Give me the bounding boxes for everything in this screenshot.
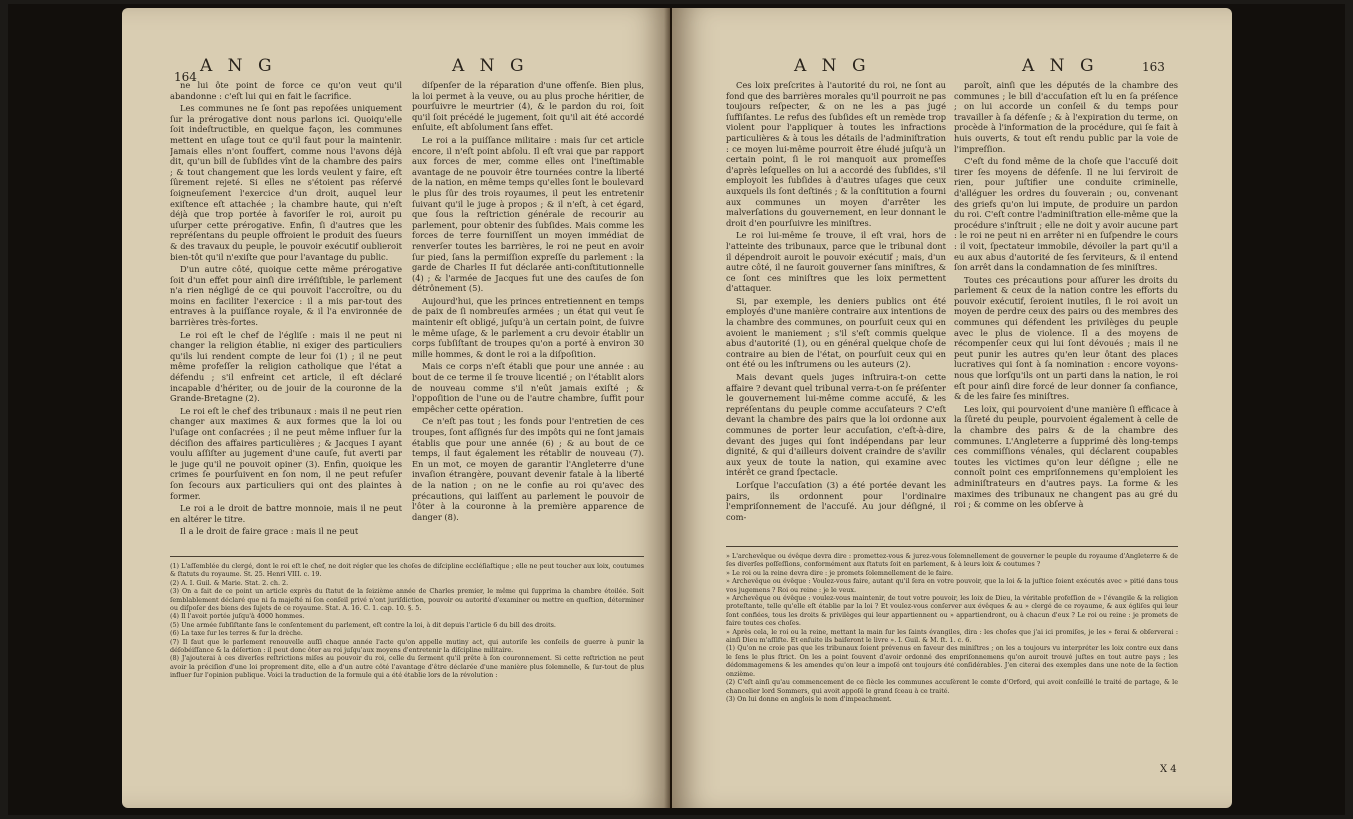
- right-footnotes: [726, 552, 1178, 752]
- footnote: (1) Qu'on ne croie pas que les tribunaux ſoient prévenus en faveur des miniſtres ; on les a toujours vu interpréter les loix contre eux dans le ſens le plus ſtrict. On les a point ſouvent d'avoir ordonné des empriſonnemens qu'on auroit trouvé juſtes en tout autre pays ; les dédommagemens & les amendes qu'on leur a impoſé ont toujours été conſidérables. J'en citerai des exemples dans une note de la ſection onzième.: [726, 644, 1178, 678]
- footnote: » Archevêque ou évêque : Voulez-vous faire, autant qu'il ſera en votre pouvoir, que la loi & la juſtice ſoient exécutés avec » pitié dans tous vos jugemens ? Roi ou reine : je le veux.: [726, 577, 1178, 594]
- footnote: (5) Une armée ſubſiſtante ſans le conſentement du parlement, eſt contre la loi, à dit depuis l'article 6 du bill des droits.: [170, 620, 556, 629]
- paragraph: Le roi a le droit de battre monnoie, mais il ne peut en altérer le titre.: [170, 503, 402, 524]
- footnote: » L'archevêque ou évêque devra dire : promettez-vous & jurez-vous ſolemnellement de gouverner le peuple du royaume d'Angleterre & de ſes diverſes poſſeſſions, conformément aux ſtatuts ſoit en parlement, & à leurs loix & coutumes ?: [726, 552, 1178, 569]
- left-footnotes: [170, 562, 644, 762]
- paragraph: Le roi eſt le chef de l'égliſe : mais il ne peut ni changer la religion établie, ni exiger des particuliers qu'ils lui rendent compte de leur foi (1) ; il ne peut même profeſſer la religion catholique que l'état a défendu ; s'il enfreint cet article, il eſt déclaré incapable d'hériter, ou de jouir de la couronne de la Grande-Bretagne (2).: [170, 329, 402, 404]
- right-column-1: [726, 80, 946, 538]
- left-column-1: [170, 80, 402, 548]
- footnote-rule: [726, 546, 1178, 547]
- paragraph: Le roi eſt le chef des tribunaux : mais il ne peut rien changer aux maximes & aux formes que la loi ou l'uſage ont conſacrées ; il ne peut même influer ſur la déciſion des affaires particulières ; & Jacques I ayant voulu aſſiſter au jugement d'une cauſe, fut averti par le juge qu'il ne pouvoit opiner (3). Enfin, quoique les crimes ſe pourſuivent en ſon nom, il ne peut refuſer ſon ſecours aux particuliers qui ont des plaintes à former.: [170, 405, 402, 501]
- left-column-2: [412, 80, 644, 548]
- paragraph: Lorſque l'accuſation (3) a été portée devant les pairs, ils ordonnent pour l'ordinaire l'empriſonnement de l'accuſé. Au jour déſigné, il com-: [726, 479, 946, 522]
- footnote: (6) La taxe ſur les terres & ſur la drèche.: [170, 629, 303, 638]
- paragraph: ne lui ôte point de force ce qu'on veut qu'il abandonne : c'eſt lui qui en fait le ſacrifice.: [170, 80, 402, 101]
- footnote: (3) On lui donne en anglois le nom d'impeachment.: [726, 694, 892, 703]
- footnote: (1) L'aſſemblée du clergé, dont le roi eſt le chef, ne doit régler que les choſes de diſcipline eccléſiaſtique ; elle ne peut toucher aux loix, coutumes & ſtatuts du royaume. St. 25. Henri VIII. c. 19.: [170, 562, 644, 579]
- paragraph: D'un autre côté, quoique cette même prérogative ſoit d'un effet pour ainſi dire irréſiſtible, le parlement n'a rien négligé de ce qui pouvoit l'accroître, ou du moins en faciliter l'exercice : il a mis par-tout des entraves à la puiſſance royale, & il l'a environnée de barrières très-fortes.: [170, 264, 402, 328]
- paragraph: Toutes ces précautions pour aſſurer les droits du parlement & ceux de la nation contre les efforts du pouvoir exécutif, ſeroient inutiles, ſi le roi avoit un moyen de perdre ceux des pairs ou des membres des communes qui défendent les privilèges du peuple avec le plus de violence. Il a des moyens de récompenſer ceux qui lui ſont dévoués ; mais il ne peut punir les autres qu'en leur ôtant des places lucratives qui ſont à ſa nomination : encore voyons-nous que lorſqu'ils ont un parti dans la nation, le roi eſt pour ainſi dire forcé de leur donner ſa confiance, & de les faire ſes miniſtres.: [954, 274, 1178, 402]
- right-running-head-b: A N G: [1022, 56, 1099, 76]
- right-page-number: 163: [1142, 60, 1165, 74]
- paragraph: Les communes ne ſe ſont pas repoſées uniquement ſur la prérogative dont nous parlons ici. Quoiqu'elle ſoit indeſtructible, en quelque façon, les communes mettent en uſage tout ce qu'il faut pour la maintenir. Jamais elles n'ont ſouffert, comme nous l'avons déjà dit, qu'un bill de ſubſides vînt de la chambre des pairs ; & tout changement que les lords veulent y faire, eſt ſûrement rejeté. Si elles ne s'étoient pas réſervé ſoigneuſement l'exercice d'un droit, auquel leur exiſtence eſt attachée ; la chambre haute, qui n'eſt déjà que trop portée à favoriſer le roi, auroit pu uſurper cette prérogative. Enfin, ſi d'autres que les repréſentans du peuple offroient le produit des ſueurs & des travaux du peuple, le pouvoir exécutif oublieroit bien-tôt qu'il n'exiſte que pour l'avantage du public.: [170, 103, 402, 262]
- footnote: (2) C'eſt ainſi qu'au commencement de ce ſiècle les communes accuſèrent le comte d'Orford, qui avoit conſeillé le traité de partage, & le chancelier lord Sommers, qui avoit appoſé le grand ſceau à ce traité.: [726, 678, 1178, 695]
- footnote-rule: [170, 556, 644, 557]
- paragraph: paroît, ainſi que les députés de la chambre des communes ; le bill d'accuſation eſt lu en ſa préſence ; on lui accorde un conſeil & du temps pour travailler à ſa défenſe ; & à l'expiration du terme, on procède à l'information de la procédure, qui ſe fait à huis ouverts, & tout eſt rendu public par la voie de l'impreſſion.: [954, 80, 1178, 154]
- paragraph: Les loix, qui pourvoient d'une manière ſi efficace à la ſûreté du peuple, pourvoient également à celle de la chambre des pairs & de la chambre des communes. L'Angleterre a ſupprimé dès long-temps ces commiſſions vénales, qui déclarent coupables toutes les victimes qu'on leur déſigne ; elle ne connoît point ces empriſonnemens qu'emploient les adminiſtrateurs en d'autres pays. La forme & les maximes des tribunaux ne changent pas au gré du roi ; & comme on les obſerve à: [954, 403, 1178, 510]
- paragraph: Mais devant quels juges inſtruira-t-on cette affaire ? devant quel tribunal verra-t-on ſe préſenter le gouvernement lui-même comme accuſé, & les repréſentans du peuple comme accuſateurs ? C'eſt devant la chambre des pairs que la loi ordonne aux communes de porter leur accuſation, c'eſt-à-dire, devant des juges qui ſont indépendans par leur dignité, & qui d'ailleurs doivent craindre de s'avilir aux yeux de toute la nation, qui examine avec intérêt ce grand ſpectacle.: [726, 372, 946, 478]
- right-column-2: [954, 80, 1178, 538]
- left-page-number: 164: [174, 70, 197, 84]
- paragraph: diſpenſer de la réparation d'une offenſe. Bien plus, la loi permet à la veuve, ou au plus proche héritier, de pourſuivre le meurtrier (4), & le pardon du roi, ſoit qu'il ſoit précédé le jugement, ſoit qu'il ait été accordé enſuite, eſt abſolument ſans effet.: [412, 80, 644, 133]
- left-running-head-b: A N G: [452, 56, 529, 76]
- paragraph: Aujourd'hui, que les princes entretiennent en temps de paix de ſi nombreuſes armées ; un état qui veut ſe maintenir eſt obligé, juſqu'à un certain point, de ſuivre le même uſage, & le parlement a cru devoir établir un corps ſubſiſtant de troupes qu'on a porté à environ 30 mille hommes, & dont le roi a la diſpoſition.: [412, 295, 644, 359]
- left-running-head-a: A N G: [200, 56, 277, 76]
- paragraph: Ces loix preſcrites à l'autorité du roi, ne ſont au fond que des barrières morales qu'il pourroit ne pas toujours reſpecter, & on ne les a pas jugé ſuffiſantes. Le refus des ſubſides eſt un remède trop violent pour l'appliquer à toutes les infractions particulières & à tous les détails de l'adminiſtration : ce moyen lui-même pourroit être éludé juſqu'à un certain point, ſi le roi manquoit aux promeſſes d'après leſquelles on lui a accordé des ſubſides, s'il employoit les ſubſides à d'autres uſages que ceux auxquels ils ſont deſtinés ; & la conſtitution a fourni aux communes un moyen d'arrêter les malverſations du gouvernement, en leur donnant le droit d'en pourſuivre les miniſtres.: [726, 80, 946, 228]
- signature-mark: X 4: [1160, 764, 1177, 775]
- footnote: » Après cela, le roi ou la reine, mettant la main ſur les ſaints évangiles, dira : les choſes que j'ai ici promiſes, je les » ferai & obſerverai : ainſi Dieu m'aſſiſte. Et enſuite ils baiſeront le livre ». I. Guil. & M. ſt. 1. c. 6.: [726, 627, 1178, 645]
- paragraph: C'eſt du fond même de la choſe que l'accuſé doit tirer ſes moyens de défenſe. Il ne lui ſerviroit de rien, pour juſtifier une conduite criminelle, d'alléguer les ordres du ſouverain ; ou, convenant des griefs qu'on lui impute, de produire un pardon du roi. C'eſt contre l'adminiſtration elle-même que la procédure s'inſtruit ; elle ne doit y avoir aucune part : le roi ne peut ni en arrêter ni en ſuſpendre le cours : il voit, ſpectateur immobile, dévoiler la part qu'il a eu aux abus d'autorité de ſes ſerviteurs, & il entend ſon arrêt dans la condamnation de ſes miniſtres.: [954, 156, 1178, 273]
- footnote: » Le roi ou la reine devra dire : je promets ſolemnellement de le faire.: [726, 568, 954, 577]
- left-page: [122, 8, 670, 808]
- paragraph: Le roi a la puiſſance militaire : mais ſur cet article encore, il n'eſt point abſolu. Il eſt vrai que par rapport aux forces de mer, comme elles ont l'ineſtimable avantage de ne pouvoir être tournées contre la liberté de la nation, en même temps qu'elles ſont le boulevard le plus ſûr des trois royaumes, il peut les entretenir ſuivant qu'il le juge à propos ; & il n'eſt, à cet égard, que ſous la reſtriction générale de recourir au parlement, pour obtenir des ſubſides. Mais comme les forces de terre fourniſſent un moyen immédiat de renverſer toutes les barrières, le roi ne peut en avoir ſur pied, ſans la permiſſion expreſſe du parlement : la garde de Charles II fut déclarée anti-conſtitutionnelle (4) ; & l'armée de Jacques fut une des cauſes de ſon détrônement (5).: [412, 134, 644, 294]
- paragraph: Le roi lui-même ſe trouve, il eſt vrai, hors de l'atteinte des tribunaux, parce que le tribunal dont il dépendroit auroit le pouvoir exécutif ; mais, d'un autre côté, il ne ſauroit gouverner ſans miniſtres, & ce ſont ces miniſtres que les loix permettent d'attaquer.: [726, 230, 946, 294]
- right-page: [672, 8, 1232, 808]
- footnote: (4) Il l'avoit portée juſqu'à 4000 hommes.: [170, 612, 305, 621]
- paragraph: Mais ce corps n'eſt établi que pour une année : au bout de ce terme il ſe trouve licentié ; on l'établit alors de nouveau comme s'il n'eût jamais exiſté ; & l'oppoſition de l'une ou de l'autre chambre, ſuffit pour empêcher cette opération.: [412, 361, 644, 414]
- footnote: (2) A. I. Guil. & Marie. Stat. 2. ch. 2.: [170, 578, 289, 587]
- footnote: (8) J'ajouterai à ces diverſes reſtrictions miſes au pouvoir du roi, celle du ſerment qu'il prête à ſon couronnement. Si cette reſtriction ne peut avoir la préciſion d'une loi proprement dite, elle a d'un autre côté l'avantage d'être déclarée d'une manière plus ſolemnelle, & ſur-tout de plus influer ſur l'opinion publique. Voici la traduction de la formule qui a été établie lors de la révolution :: [170, 654, 644, 680]
- right-running-head-a: A N G: [794, 56, 871, 76]
- paragraph: Il a le droit de faire grace : mais il ne peut: [180, 526, 359, 537]
- footnote: » Archevêque ou évêque : voulez-vous maintenir, de tout votre pouvoir, les loix de Dieu, la véritable profeſſion de » l'évangile & la religion proteſtante, telle qu'elle eſt établie par la loi ? Et voulez-vous conſerver aux évêques & au » clergé de ce royaume, & aux égliſes qui leur ſont confiées, tous les droits & privilèges qui leur appartiennent ou » appartiendront, ou à chacun d'eux ? Le roi ou reine : je promets de faire toutes ces choſes.: [726, 594, 1178, 628]
- footnote: (3) On a fait de ce point un article exprès du ſtatut de la ſeizième année de Charles premier, le même qui ſupprima la chambre étoilée. Soit ſemblablement déclaré que ni ſa majeſté ni ſon conſeil privé n'ont juriſdiction, pouvoir ou autorité d'examiner ou mettre en queſtion, déterminer ou diſpoſer des biens des ſujets de ce royaume. Stat. A. 16. C. 1. cap. 10. §. 5.: [170, 587, 644, 613]
- paragraph: Si, par exemple, les deniers publics ont été employés d'une manière contraire aux intentions de la chambre des communes, on pourſuit ceux qui en avoient le maniement ; s'il s'eſt commis quelque abus d'autorité (1), ou en général quelque choſe de contraire au bien de l'état, on pourſuit ceux qui en ont été ou les inſtrumens ou les auteurs (2).: [726, 295, 946, 370]
- paragraph: Ce n'eſt pas tout ; les fonds pour l'entretien de ces troupes, ſont aſſignés ſur des impôts qui ne ſont jamais établis que pour une année (6) ; & au bout de ce temps, il faut également les rétablir de nouveau (7). En un mot, ce moyen de garantir l'Angleterre d'une invaſion étrangère, pouvant devenir fatale à la liberté de la nation ; on ne le confie au roi qu'avec des précautions, qui laiſſent au parlement le pouvoir de l'ôter à la couronne à la première apparence de danger (8).: [412, 416, 644, 522]
- footnote: (7) Il faut que le parlement renouvelle auſſi chaque année l'acte qu'on appelle mutiny act, qui autoriſe les conſeils de guerre à punir la déſobéiſſance & la déſertion : il peut donc ôter au roi juſqu'aux moyens d'entretenir la diſcipline militaire.: [170, 637, 644, 655]
